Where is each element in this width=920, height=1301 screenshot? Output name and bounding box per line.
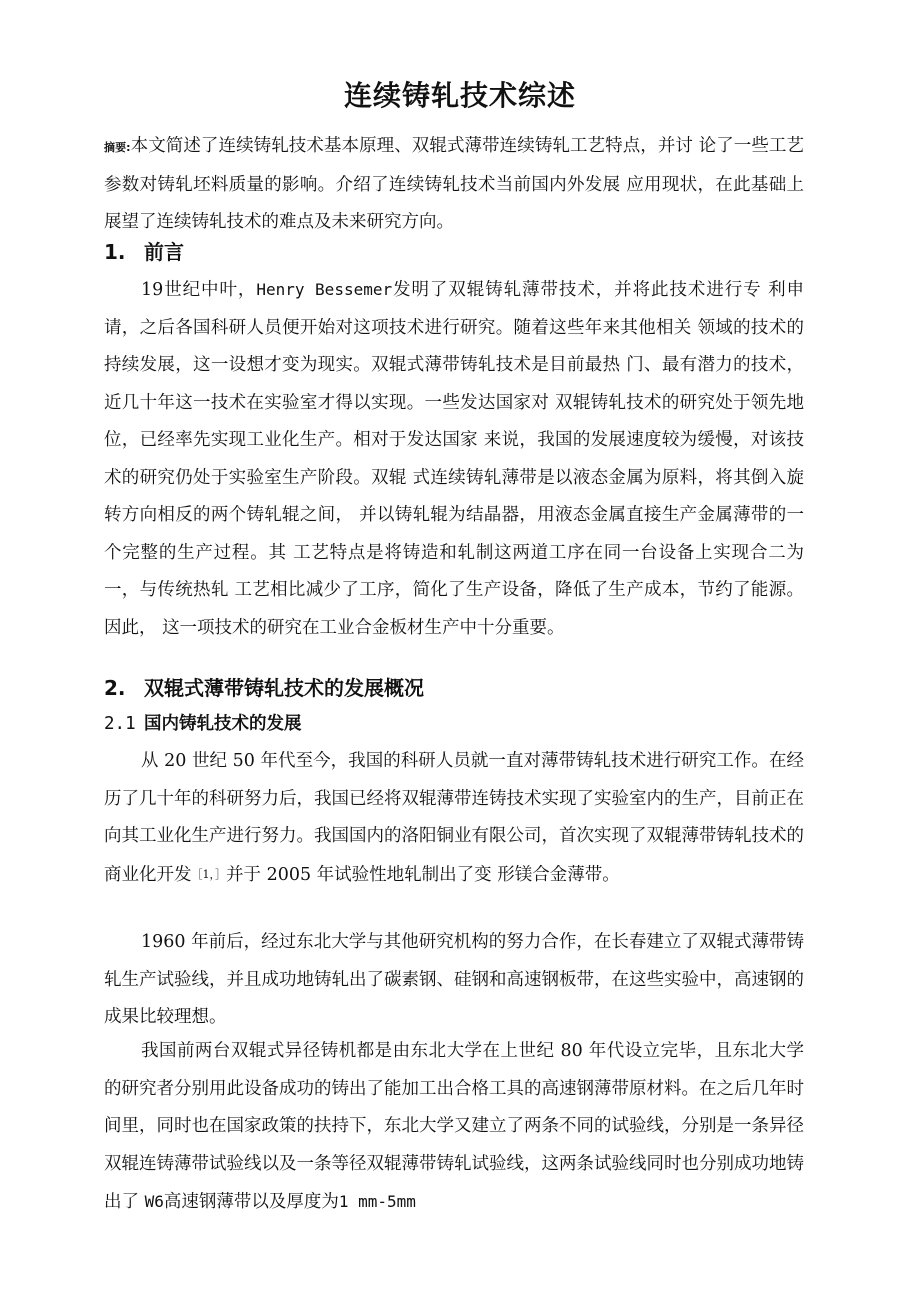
text-run: 我国前两台双辊式异径铸机都是由东北大学在上世纪 80 年代设立完毕，且东北大学的研究者分别用此设备成功的铸出了能加工出合格工具的高速钢薄带原材料。在之后几年时间里，同时也在国家政策的扶持下，东北大学又建立了两条不同的试验线，分别是一条异径双辊连铸薄带试验线以及一条等径双辊薄带铸轧试验线，这两条试验线同时也分别成功地铸出了	[104, 1041, 804, 1212]
text-run: 高速钢薄带以及厚度为	[163, 1192, 339, 1212]
citation-ref: ［1，］	[191, 867, 226, 881]
text-run: 发明了双辊铸轧薄带技术，并将此技术进行专 利申请，之后各国科研人员便开始对这项技术进行研究。随着这些年来其他相关 领域的技术的持续发展，这一设想才变为现实。双辊式薄带铸轧技术是目前最热 门、最有潜力的技术，近几十年这一技术在实验室才得以实现。一些发达国家对 双辊铸轧技术的研究处于领先地位，已经率先实现工业化生产。相对于发达国家 来说，我国的发展速度较为缓慢，对该技术的研究仍处于实验室生产阶段。双辊 式连续铸轧薄带是以液态金属为原料，将其倒入旋转方向相反的两个铸轧辊之间， 并以铸轧辊为结晶器，用液态金属直接生产金属薄带的一个完整的生产过程。其 工艺特点是将铸造和轧制这两道工序在同一台设备上实现合二为一，与传统热轧 工艺相比减少了工序，简化了生产设备，降低了生产成本，节约了能源。因此， 这一项技术的研究在工业合金板材生产中十分重要。	[104, 280, 804, 638]
abstract-text: 本文简述了连续铸轧技术基本原理、双辊式薄带连续铸轧工艺特点，并讨 论了一些工艺参数对铸轧坯料质量的影响。介绍了连续铸轧技术当前国内外发展 应用现状，在此基础上展望了连续铸轧技术的难点及未来研究方向。	[104, 136, 804, 232]
text-run: 从 20 世纪 50 年代至今，我国的科研人员就一直对薄带铸轧技术进行研究工作。在经历了几十年的科研努力后，我国已经将双辊薄带连铸技术实现了实验室内的生产，目前正在向其工业化生产进行努力。我国国内的洛阳铜业有限公司，首次实现了双辊薄带铸轧技术的商业化开发	[104, 751, 804, 885]
text-run: 并于 2005 年试验性地轧制出了变 形镁合金薄带。	[226, 864, 620, 885]
section-1-paragraph-1	[104, 271, 804, 647]
section-2-1-paragraph-2: 1960 年前后，经过东北大学与其他研究机构的努力合作，在长春建立了双辊式薄带铸轧生产试验线，并且成功地铸轧出了碳素钢、硅钢和高速钢板带，在这些实验中，高速钢的成果比较理想。	[104, 932, 804, 1027]
section-2-1-paragraph-1	[104, 743, 804, 894]
section-2-1-number: 2.1	[104, 714, 136, 734]
person-name: Henry Bessemer	[256, 280, 393, 299]
section-2-1-title: 国内铸轧技术的发展	[144, 714, 302, 734]
section-1-number: 1.	[104, 240, 126, 264]
section-2-1-paragraph-3	[104, 1033, 804, 1222]
section-2-title: 双辊式薄带铸轧技术的发展概况	[144, 676, 424, 700]
thickness-range: 1 mm-5mm	[338, 1192, 416, 1211]
abstract-label: 摘要:	[104, 141, 131, 154]
section-2-number: 2.	[104, 676, 126, 700]
section-1-title: 前言	[144, 240, 184, 264]
text-run: 19世纪中叶，	[141, 280, 257, 300]
section-2-1-heading	[104, 707, 302, 741]
document-title: 连续铸轧技术综述	[343, 79, 576, 112]
section-1-heading	[104, 234, 184, 270]
section-2-heading	[104, 670, 424, 706]
abstract-paragraph	[104, 128, 804, 242]
alloy-code: W6	[144, 1192, 164, 1211]
